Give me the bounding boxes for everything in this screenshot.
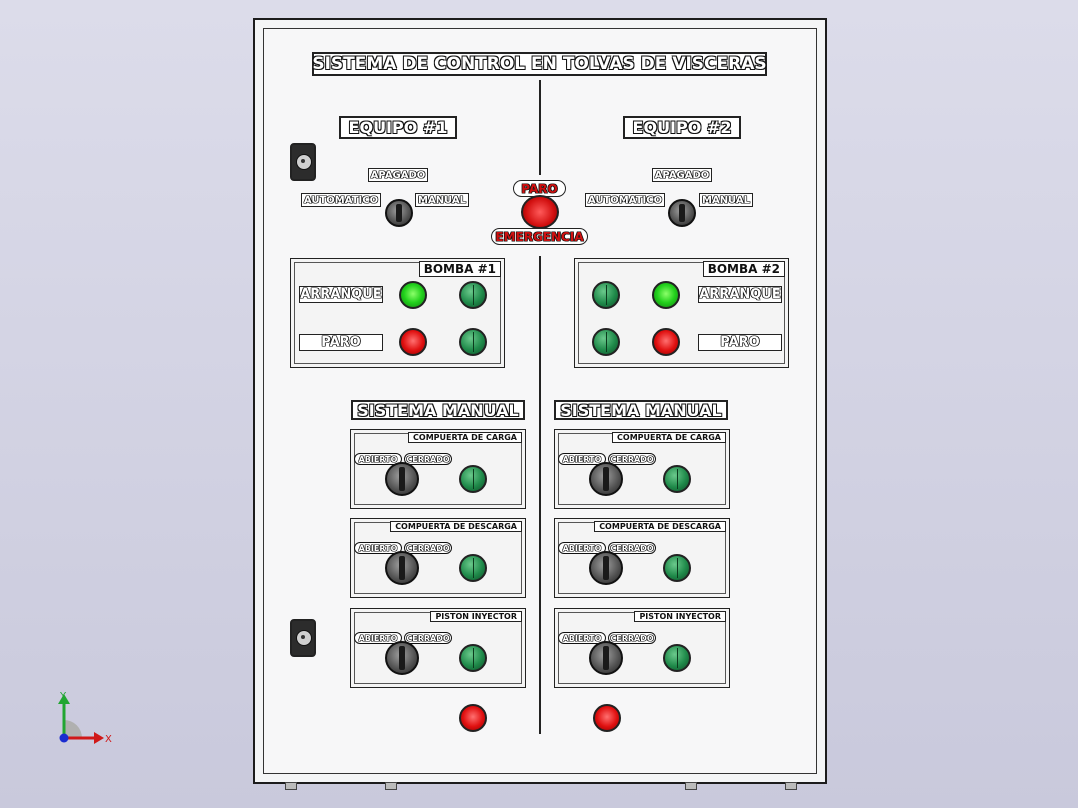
indicator-light [592,281,620,309]
module-compuerta-carga-2 [554,429,730,509]
door-lock-icon[interactable] [290,143,316,181]
arranque-1-label: ARRANQUE [300,287,382,302]
cabinet-foot [285,782,297,790]
selector-2-auto-label: AUTOMATICO [585,193,665,207]
estop-top-label: PARO [513,180,566,197]
gate-switch[interactable] [589,551,623,585]
indicator-light [459,328,487,356]
paro-1-label: PARO [299,334,383,351]
indicator-light [459,644,487,672]
mode-selector-2[interactable] [668,199,696,227]
indicator-light [459,281,487,309]
y-axis-label: Y [60,691,67,702]
switch-closed-label: CERRADO [404,542,452,554]
gate-switch[interactable] [589,462,623,496]
switch-closed-label: CERRADO [404,632,452,644]
selector-1-auto-label: AUTOMATICO [301,193,381,207]
selector-2-manual-label: MANUAL [699,193,753,207]
emergency-stop-button[interactable] [521,195,559,229]
indicator-light [592,328,620,356]
gate-switch[interactable] [385,551,419,585]
selector-1-off-label: APAGADO [368,168,428,182]
piston-switch[interactable] [385,641,419,675]
start-button-2[interactable] [652,281,680,309]
alarm-light-1 [459,704,487,732]
module-title: COMPUERTA DE DESCARGA [390,521,522,532]
start-button-1[interactable] [399,281,427,309]
module-title: COMPUERTA DE DESCARGA [594,521,726,532]
equipo-2-label: EQUIPO #2 [623,116,741,139]
manual-title-2: SISTEMA MANUAL [554,400,728,420]
switch-closed-label: CERRADO [404,453,452,465]
coordinate-triad-icon [52,690,122,750]
equipo-1-label: EQUIPO #1 [339,116,457,139]
switch-closed-label: CERRADO [608,453,656,465]
module-piston-inyector-2 [554,608,730,688]
door-lock-icon[interactable] [290,619,316,657]
switch-closed-label: CERRADO [608,632,656,644]
piston-switch[interactable] [589,641,623,675]
bomba-1-title: BOMBA #1 [419,261,501,277]
selector-1-manual-label: MANUAL [415,193,469,207]
module-title: COMPUERTA DE CARGA [612,432,726,443]
center-divider-top [539,80,541,175]
estop-bottom-label: EMERGENCIA [491,228,588,245]
paro-2-label: PARO [698,334,782,351]
indicator-light [663,465,691,493]
manual-title-1: SISTEMA MANUAL [351,400,525,420]
module-compuerta-carga-1 [350,429,526,509]
module-compuerta-descarga-2 [554,518,730,598]
selector-2-off-label: APAGADO [652,168,712,182]
cabinet-foot [385,782,397,790]
cabinet-foot [785,782,797,790]
indicator-light [663,644,691,672]
stop-button-2[interactable] [652,328,680,356]
arranque-2-label: ARRANQUE [699,287,781,302]
switch-closed-label: CERRADO [608,542,656,554]
module-compuerta-descarga-1 [350,518,526,598]
bomba-2-title: BOMBA #2 [703,261,785,277]
switch-open-label: ABIERTO [558,542,606,554]
alarm-light-2 [593,704,621,732]
switch-open-label: ABIERTO [558,453,606,465]
cabinet-foot [685,782,697,790]
center-divider-bottom [539,256,541,734]
stop-button-1[interactable] [399,328,427,356]
switch-open-label: ABIERTO [354,542,402,554]
module-piston-inyector-1 [350,608,526,688]
switch-open-label: ABIERTO [354,453,402,465]
indicator-light [663,554,691,582]
switch-open-label: ABIERTO [354,632,402,644]
gate-switch[interactable] [385,462,419,496]
x-axis-label: X [105,734,112,745]
indicator-light [459,554,487,582]
indicator-light [459,465,487,493]
switch-open-label: ABIERTO [558,632,606,644]
module-title: PISTON INYECTOR [430,611,522,622]
panel-title: SISTEMA DE CONTROL EN TOLVAS DE VISCERAS [312,54,767,74]
module-title: PISTON INYECTOR [634,611,726,622]
module-title: COMPUERTA DE CARGA [408,432,522,443]
mode-selector-1[interactable] [385,199,413,227]
